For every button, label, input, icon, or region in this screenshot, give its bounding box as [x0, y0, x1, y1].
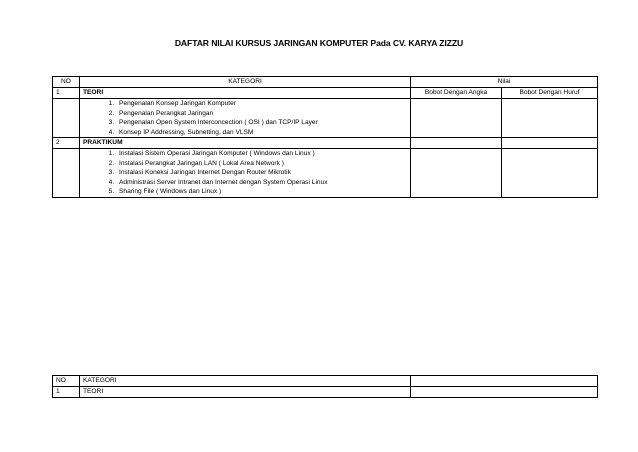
- grades-table: [52, 76, 598, 198]
- list-item: 1. Pengenalan Konsep Jaringan Komputer: [116, 99, 407, 109]
- category-table: [52, 375, 598, 398]
- cell-no: 1: [53, 387, 80, 398]
- list-item: 2. Pengenalan Perangkat Jaringan: [116, 109, 407, 119]
- section-no: 2: [53, 138, 80, 149]
- section-items-row-praktikum: [53, 149, 598, 198]
- list-item: 5. Sharing File ( Windows dan Linux ): [116, 187, 407, 197]
- cell-no: NO: [53, 376, 80, 387]
- cell-kategori: KATEGORI: [80, 376, 411, 387]
- header-nilai: Nilai: [411, 77, 598, 88]
- section-row-praktikum: [53, 138, 598, 149]
- list-item: 3. Pengenalan Open System Interconcection ( OSI ) dan TCP/IP Layer: [116, 118, 407, 128]
- table-row: [53, 387, 598, 398]
- section-name: TEORI: [80, 88, 411, 99]
- col-bobot-angka: [411, 138, 502, 149]
- list-item: 4. Administrasi Server Intranet dan Internet dengan System Operasi Linux: [116, 178, 407, 188]
- table-header-row: [53, 77, 598, 88]
- col-bobot-huruf: [502, 138, 598, 149]
- teori-item-list: [83, 99, 407, 137]
- list-item: 4. Konsep IP Addressing, Subnetting, dan VLSM: [116, 128, 407, 138]
- section-no: 1: [53, 88, 80, 99]
- table-row: [53, 376, 598, 387]
- cell-kategori: TEORI: [80, 387, 411, 398]
- header-kategori: KATEGORI: [80, 77, 411, 88]
- header-no: NO: [53, 77, 80, 88]
- document-title: DAFTAR NILAI KURSUS JARINGAN KOMPUTER Pada CV. KARYA ZIZZU: [174, 38, 464, 48]
- praktikum-item-list: [83, 149, 407, 197]
- list-item: 2. Instalasi Perangkat Jaringan LAN ( Lokal Area Network ): [116, 159, 407, 169]
- section-row-teori: [53, 88, 598, 99]
- col-bobot-huruf: Bobot Dengan Huruf: [502, 88, 598, 99]
- section-items-row-teori: [53, 99, 598, 138]
- section-name: PRAKTIKUM: [80, 138, 411, 149]
- list-item: 1. Instalasi Sistem Operasi Jaringan Komputer ( Windows dan Linux ): [116, 149, 407, 159]
- list-item: 3. Instalasi Koneksi Jaringan Internet Dengan Router Mikrotik: [116, 168, 407, 178]
- col-bobot-angka: Bobot Dengan Angka: [411, 88, 502, 99]
